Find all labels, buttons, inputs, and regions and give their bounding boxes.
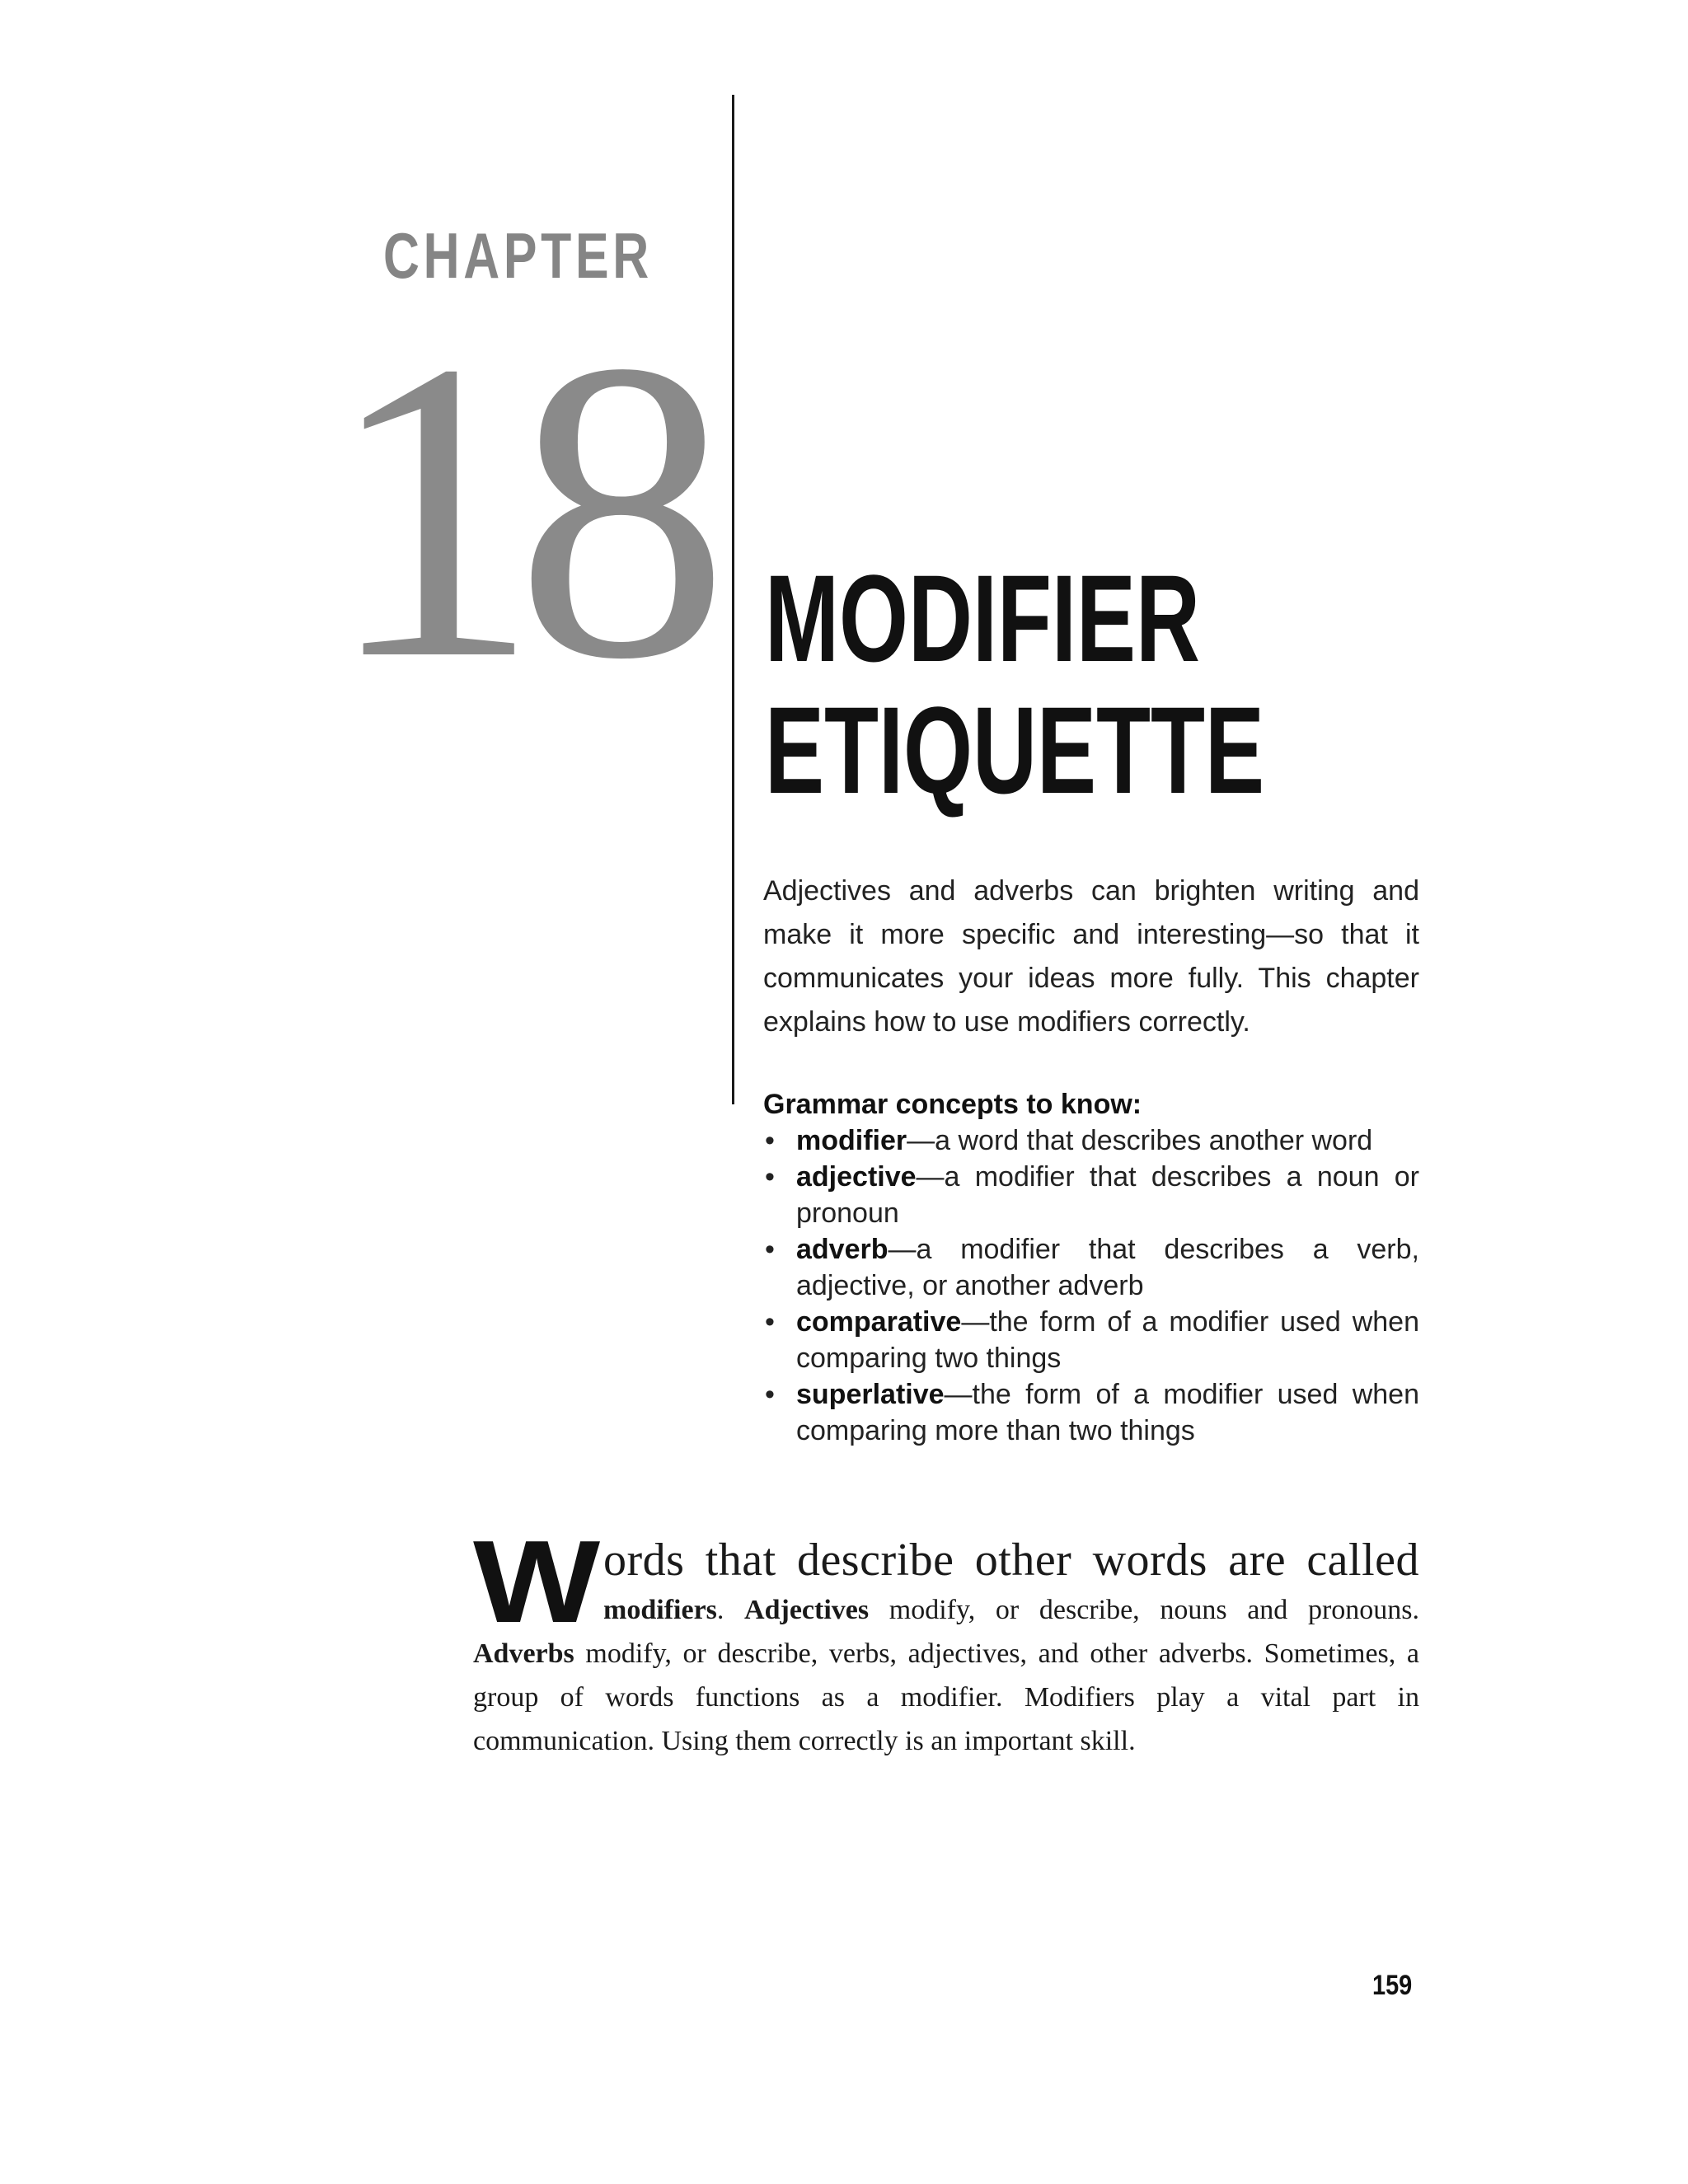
bullet-icon: • (765, 1379, 775, 1410)
chapter-title-line-2: ETIQUETTE (765, 681, 1265, 819)
concept-item (763, 1159, 1419, 1231)
concept-term: comparative (796, 1306, 962, 1338)
concept-term: adjective (796, 1161, 917, 1193)
concept-item (763, 1304, 1419, 1376)
bullet-icon: • (765, 1306, 775, 1338)
concept-definition: —the form of a modifier used when comparing two things (796, 1306, 1419, 1374)
concept-term: modifier (796, 1125, 907, 1156)
concept-definition: —a modifier that describes a noun or pronoun (796, 1161, 1419, 1229)
concepts-list (763, 1122, 1419, 1449)
drop-cap: W (473, 1516, 601, 1647)
concept-term: superlative (796, 1379, 945, 1410)
concepts-heading: Grammar concepts to know: (763, 1089, 1142, 1120)
bullet-icon: • (765, 1161, 775, 1193)
concept-item (763, 1231, 1419, 1304)
chapter-label: CHAPTER (383, 219, 653, 292)
concept-definition: —a word that describes another word (907, 1125, 1373, 1156)
term-adjectives: Adjectives (744, 1595, 870, 1625)
chapter-title (765, 549, 1265, 819)
chapter-intro: Adjectives and adverbs can brighten writing and make it more specific and interesting—so that it communicates your ideas more fully. This chapter explains how to use modifiers correctly. (763, 875, 1419, 1038)
body-text-2: modify, or describe, nouns and pronouns. (869, 1595, 1419, 1625)
chapter-number: 18 (326, 274, 705, 748)
body-text-1: . (716, 1595, 745, 1625)
grammar-concepts-box (763, 1086, 1419, 1449)
lead-in-text: ords that describe other words are called (603, 1535, 1419, 1586)
body-paragraph (473, 1516, 1419, 1763)
vertical-rule (732, 95, 734, 1104)
concept-item (763, 1122, 1419, 1159)
chapter-title-line-1: MODIFIER (765, 549, 1200, 687)
term-modifiers: modifiers (603, 1595, 717, 1625)
concept-definition: —a modifier that describes a verb, adjective, or another adverb (796, 1234, 1419, 1301)
concept-term: adverb (796, 1234, 889, 1265)
concept-item (763, 1376, 1419, 1449)
term-adverbs: Adverbs (473, 1638, 574, 1669)
concept-definition: —the form of a modifier used when comparing more than two things (796, 1379, 1419, 1446)
bullet-icon: • (765, 1125, 775, 1156)
body-text-3: modify, or describe, verbs, adjectives, and other adverbs. Sometimes, a group of words functions as a modifier. Modifiers play a vital part in communication. Using them correctly is an important skill. (473, 1638, 1419, 1756)
page-number: 159 (1372, 1970, 1413, 2001)
bullet-icon: • (765, 1234, 775, 1265)
